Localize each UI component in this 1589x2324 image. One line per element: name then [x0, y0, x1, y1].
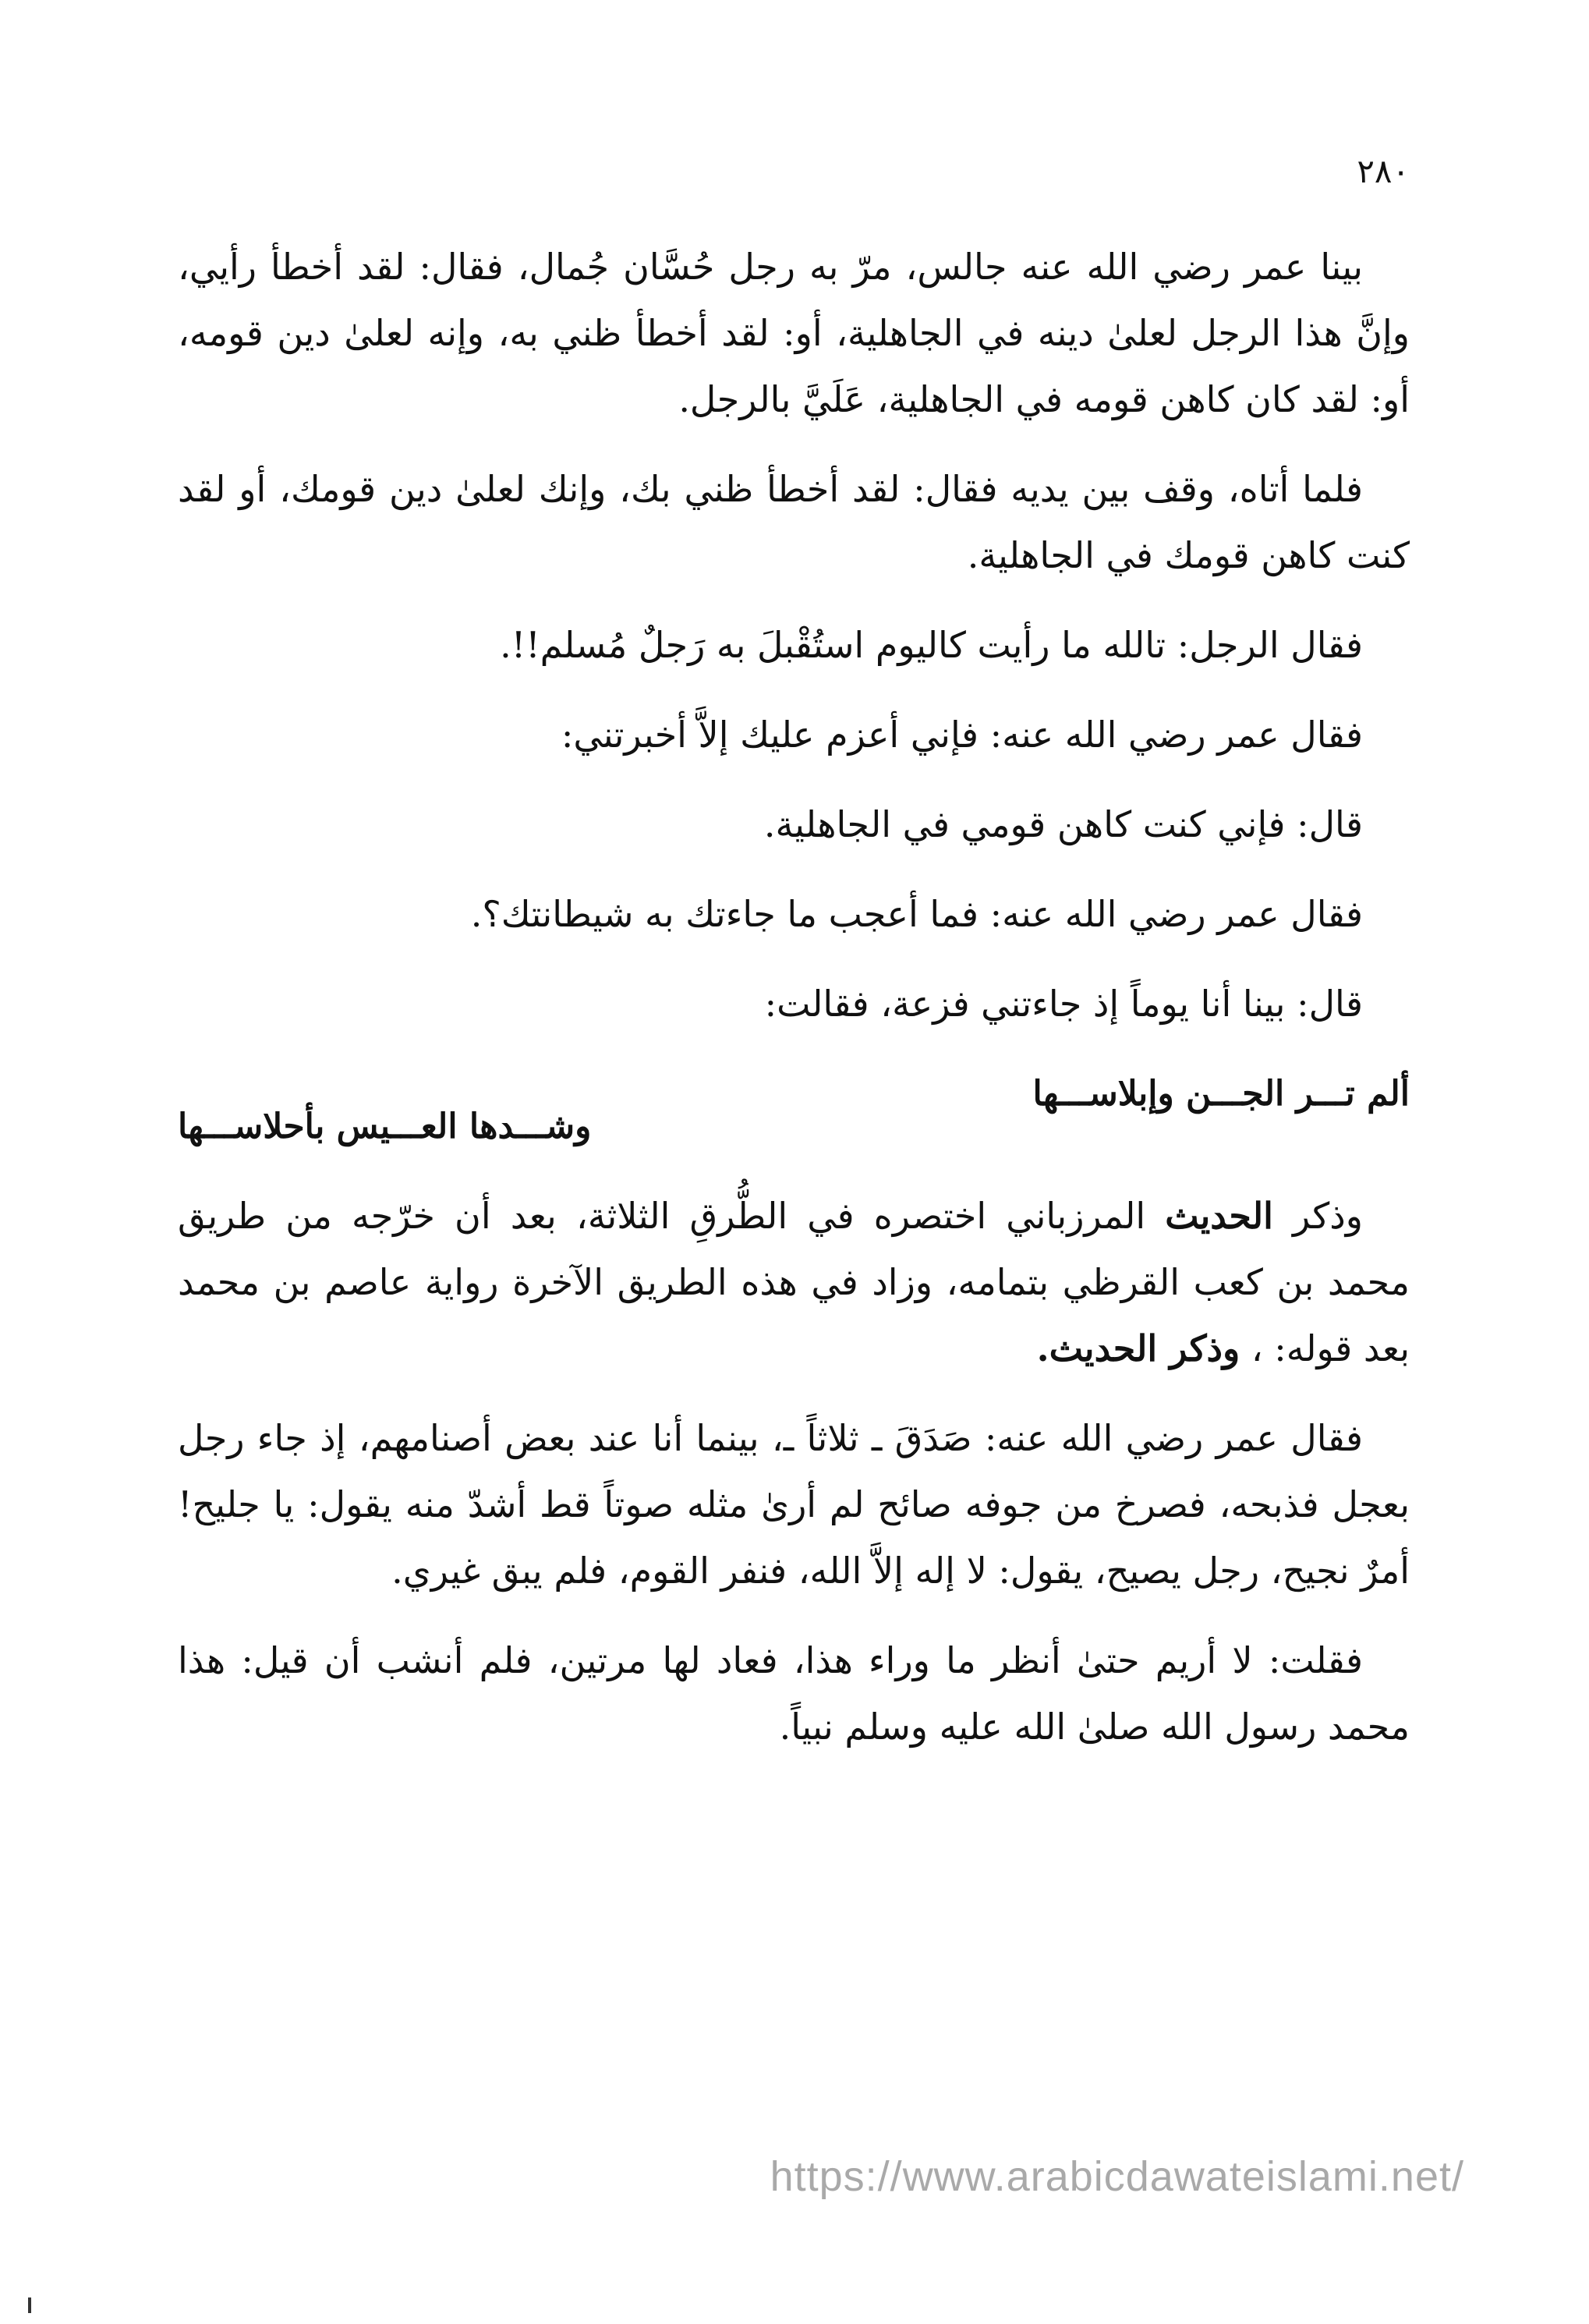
- paragraph-2: فلما أتاه، وقف بين يديه فقال: لقد أخطأ ظني بك، وإنك لعلىٰ دين قومك، أو لقد كنت كاهن قومك في الجاهلية.: [178, 468, 1410, 576]
- dialogue-line-5: قال: بينا أنا يوماً إذ جاءتني فزعة، فقالت:: [764, 983, 1363, 1025]
- paragraph-1: بينا عمر رضي الله عنه جالس، مرّ به رجل حُسَّان جُمال، فقال: لقد أخطأ رأيي، وإنَّ هذا الرجل لعلىٰ دينه في الجاهلية، أو: لقد أخطأ ظني به، وإنه لعلىٰ دين قومه، أو: لقد كان كاهن قومه في الجاهلية، عَلَيَّ بالرجل.: [178, 246, 1410, 420]
- poetry-verse: [178, 1061, 1410, 1160]
- paragraph-3-closing: وذكر الحديث.: [1036, 1327, 1240, 1369]
- page-number: ٢٨٠: [1357, 152, 1410, 190]
- verse-second-hemistich: وشـــدها العـــيس بأحلاســـها: [178, 1107, 592, 1146]
- dialogue-line-1: فقال الرجل: تالله ما رأيت كاليوم استُقْبلَ به رَجلٌ مُسلم!!.: [500, 624, 1363, 666]
- dialogue-line-4: فقال عمر رضي الله عنه: فما أعجب ما جاءتك به شيطانتك؟.: [470, 893, 1363, 935]
- paragraph-5: فقلت: لا أريم حتىٰ أنظر ما وراء هذا، فعاد لها مرتين، فلم أنشب أن قيل: هذا محمد رسول الله صلىٰ الله عليه وسلم نبياً.: [178, 1639, 1410, 1748]
- paragraph-3-intro: وذكر: [1272, 1195, 1363, 1237]
- paragraph-3: [178, 1183, 1410, 1382]
- paragraph-4: فقال عمر رضي الله عنه: صَدَقَ ـ ثلاثاً ـ، بينما أنا عند بعض أصنامهم، إذ جاء رجل بعجل فذبحه، فصرخ من جوفه صائح لم أرىٰ مثله صوتاً قط أشدّ منه يقول: يا جليح! أمرٌ نجيح، رجل يصيح، يقول: لا إله إلاَّ الله، فنفر القوم، فلم يبق غيري.: [178, 1417, 1410, 1592]
- watermark-url: https://www.arabicdawateislami.net/: [770, 2153, 1464, 2200]
- dialogue-line-2: فقال عمر رضي الله عنه: فإني أعزم عليك إلاَّ أخبرتني:: [561, 714, 1363, 756]
- paragraph-3-body: المرزباني اختصره في الطُّرقِ الثلاثة، بعد أن خرّجه من طريق محمد بن كعب القرظي بتمامه، وزاد في هذه الطريق الآخرة رواية عاصم بن محمد بعد قوله: ،: [178, 1195, 1410, 1369]
- scan-corner-mark: [28, 2297, 31, 2313]
- verse-first-hemistich: ألم تـــر الجـــن وإبلاســـها: [1032, 1074, 1410, 1114]
- page-body: [178, 234, 1410, 1784]
- dialogue-line-3: قال: فإني كنت كاهن قومي في الجاهلية.: [763, 803, 1363, 845]
- paragraph-3-bold-term: الحديث: [1165, 1195, 1273, 1237]
